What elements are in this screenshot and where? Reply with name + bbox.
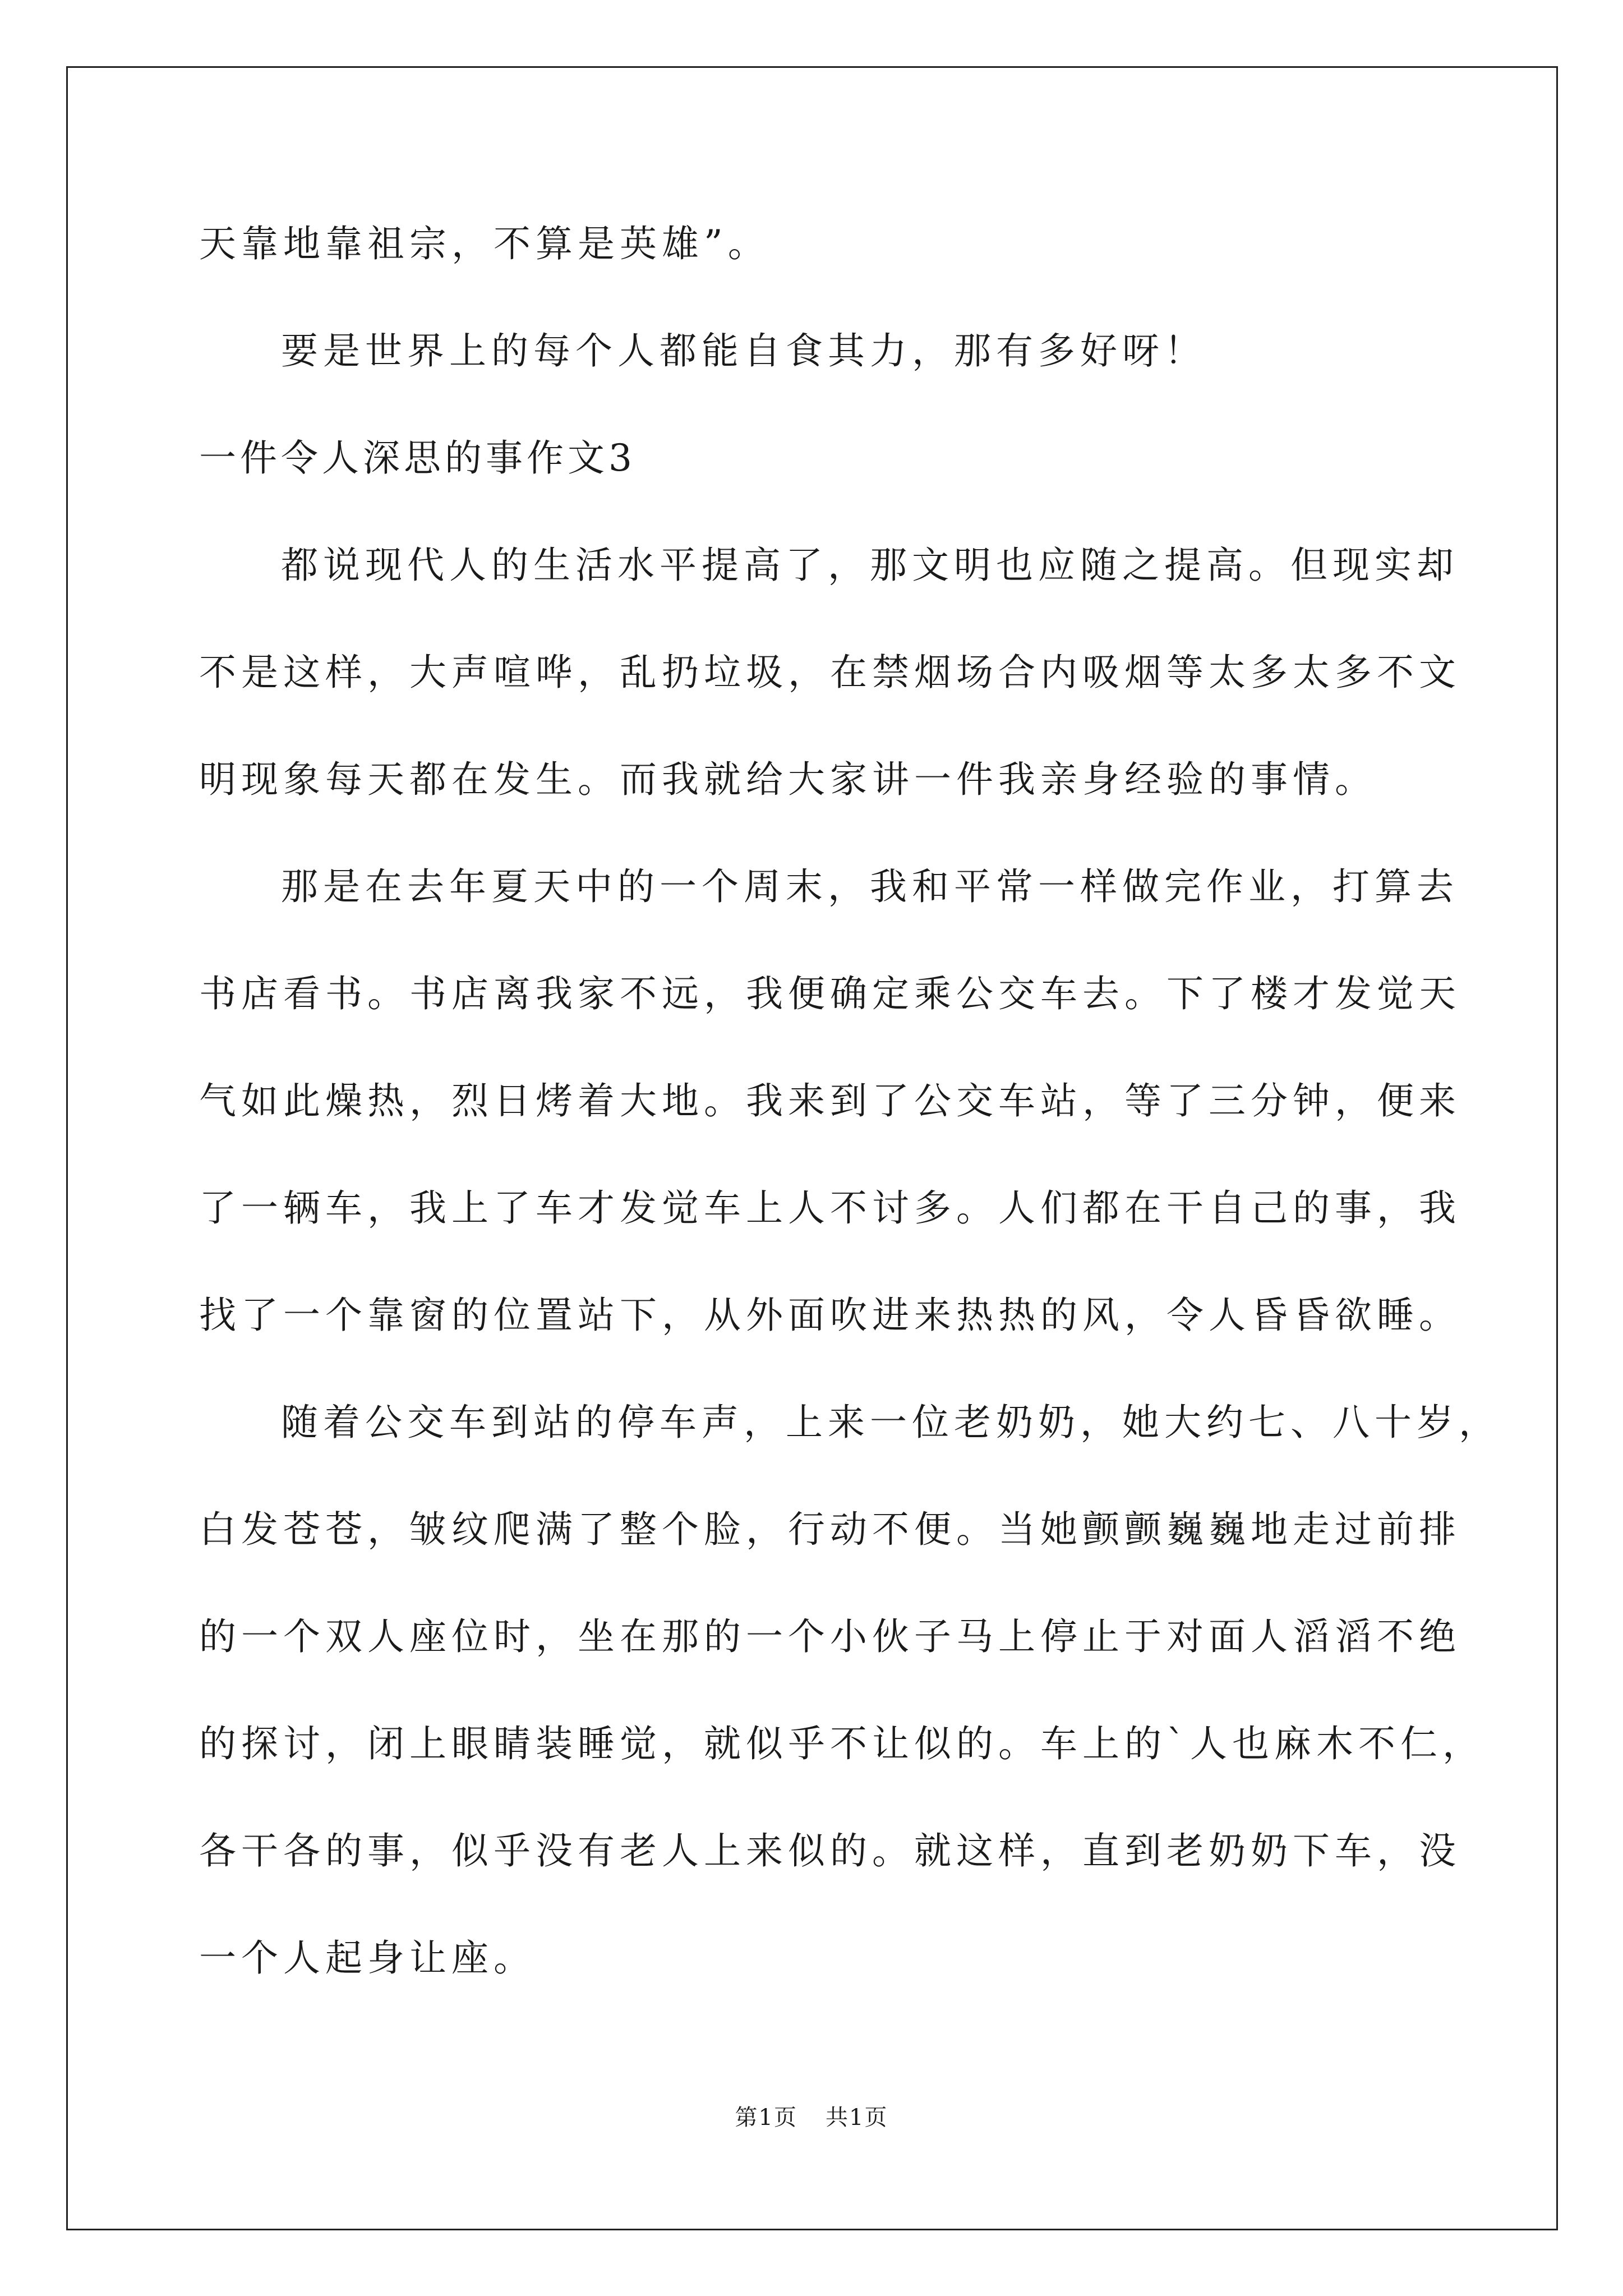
text-line: 书店看书。书店离我家不远，我便确定乘公交车去。下了楼才发觉天 — [199, 972, 1461, 1015]
text-line: 了一辆车，我上了车才发觉车上人不讨多。人们都在干自己的事，我 — [199, 1186, 1461, 1230]
text-line: 气如此燥热，烈日烤着大地。我来到了公交车站，等了三分钟，便来 — [199, 1079, 1461, 1122]
text-line: 要是世界上的每个人都能自食其力，那有多好呀！ — [281, 329, 1206, 372]
document-body — [199, 213, 1501, 2035]
text-line: 不是这样，大声喧哗，乱扔垃圾，在禁烟场合内吸烟等太多太多不文 — [199, 651, 1461, 694]
text-line: 随着公交车到站的停车声，上来一位老奶奶，她大约七、八十岁， — [281, 1401, 1501, 1444]
text-line: 都说现代人的生活水平提高了，那文明也应随之提高。但现实却 — [281, 544, 1459, 587]
section-heading: 一件令人深思的事作文3 — [199, 436, 636, 480]
text-line: 明现象每天都在发生。而我就给大家讲一件我亲身经验的事情。 — [199, 758, 1377, 801]
page-total: 共1页 — [826, 2105, 888, 2131]
text-line: 那是在去年夏天中的一个周末，我和平常一样做完作业，打算去 — [281, 865, 1459, 908]
text-line: 一个人起身让座。 — [199, 1936, 536, 1980]
text-line: 的探讨，闭上眼睛装睡觉，就似乎不让似的。车上的`人也麻木不仁， — [199, 1722, 1484, 1765]
text-line: 白发苍苍，皱纹爬满了整个脸，行动不便。当她颤颤巍巍地走过前排 — [199, 1508, 1461, 1551]
text-line: 各干各的事，似乎没有老人上来似的。就这样，直到老奶奶下车，没 — [199, 1829, 1461, 1872]
text-line: 天靠地靠祖宗，不算是英雄”。 — [199, 222, 770, 265]
text-line: 的一个双人座位时，坐在那的一个小伙子马上停止于对面人滔滔不绝 — [199, 1615, 1461, 1658]
page-number: 第1页 — [735, 2105, 797, 2131]
page-footer — [0, 2101, 1623, 2134]
text-line: 找了一个靠窗的位置站下，从外面吹进来热热的风，令人昏昏欲睡。 — [199, 1294, 1461, 1337]
